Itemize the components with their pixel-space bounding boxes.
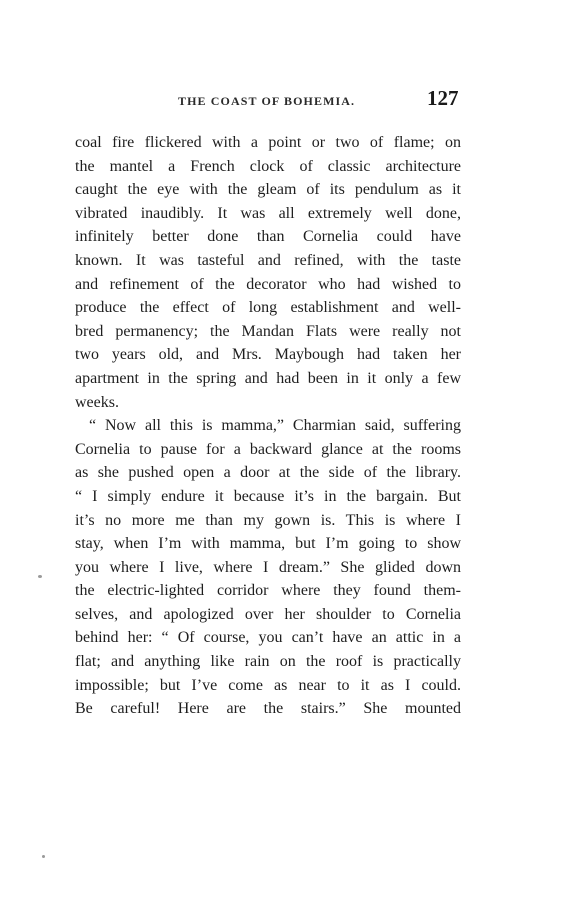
text-line: bred permanency; the Mandan Flats were really not xyxy=(75,322,461,340)
text-line: caught the eye with the gleam of its pendulum as it xyxy=(75,181,461,199)
text-line: the mantel a French clock of classic architecture xyxy=(75,157,461,175)
text-line: the electric-lighted corridor where they found them- xyxy=(75,582,461,600)
text-line: it’s no more me than my gown is. This is where I xyxy=(75,511,461,529)
text-line: two years old, and Mrs. Maybough had taken her xyxy=(75,346,461,364)
text-line: you where I live, where I dream.” She glided down xyxy=(75,558,461,576)
text-line: infinitely better done than Cornelia could have xyxy=(75,228,461,246)
text-line: known. It was tasteful and refined, with the taste xyxy=(75,251,461,269)
text-line: Cornelia to pause for a backward glance at the rooms xyxy=(75,440,461,458)
text-line: and refinement of the decorator who had wished to xyxy=(75,275,461,293)
text-line: apartment in the spring and had been in it only a few xyxy=(75,369,461,387)
body-text xyxy=(75,131,461,721)
text-line: produce the effect of long establishment and well- xyxy=(75,299,461,317)
text-line: stay, when I’m with mamma, but I’m going to show xyxy=(75,535,461,553)
text-line: vibrated inaudibly. It was all extremely well done, xyxy=(75,204,461,222)
page-number: 127 xyxy=(427,86,459,110)
text-line: behind her: “ Of course, you can’t have an attic in a xyxy=(75,629,461,647)
text-line: Be careful! Here are the stairs.” She mounted xyxy=(75,700,461,718)
text-line: impossible; but I’ve come as near to it as I could. xyxy=(75,676,461,694)
running-title: THE COAST OF BOHEMIA. xyxy=(178,94,356,108)
margin-speck xyxy=(42,855,45,858)
text-line: selves, and apologized over her shoulder to Cornelia xyxy=(75,605,461,623)
text-line: “ Now all this is mamma,” Charmian said, suffering xyxy=(89,417,461,435)
text-line: as she pushed open a door at the side of the library. xyxy=(75,464,461,482)
text-line: flat; and anything like rain on the roof is practically xyxy=(75,653,461,671)
text-line: weeks. xyxy=(75,393,119,411)
page-header xyxy=(0,86,575,116)
text-line: coal fire flickered with a point or two of flame; on xyxy=(75,134,461,151)
margin-speck xyxy=(38,575,42,578)
text-line: “ I simply endure it because it’s in the bargain. But xyxy=(75,487,461,505)
